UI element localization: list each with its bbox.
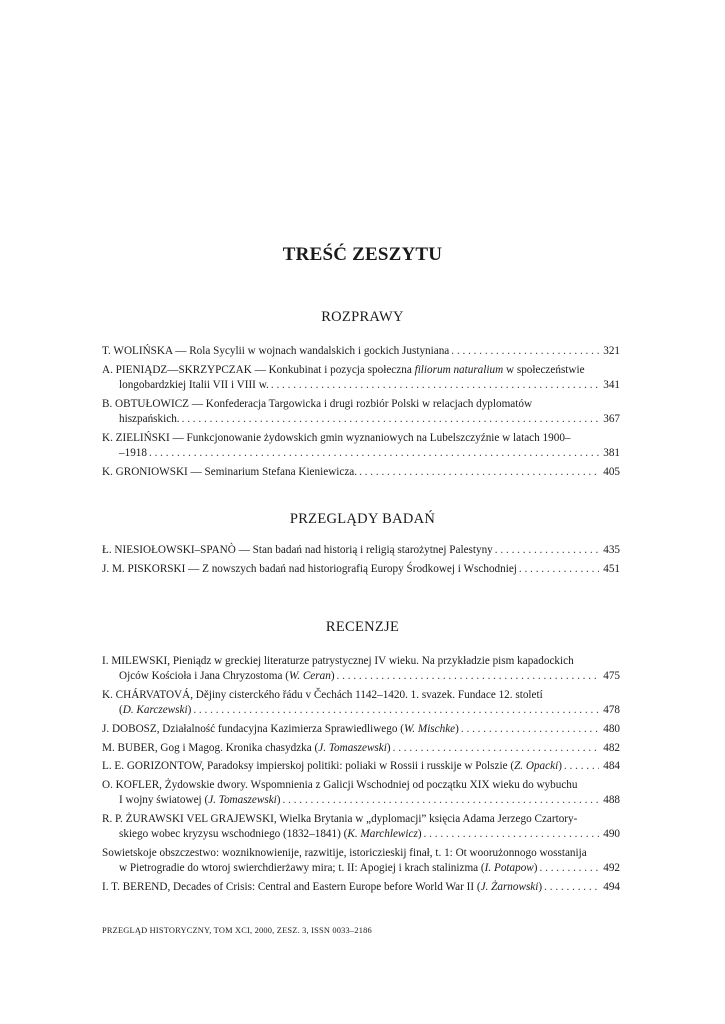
toc-entry [102, 812, 620, 843]
dot-leader [544, 880, 599, 895]
dot-leader [337, 669, 599, 684]
page-number: 492 [603, 862, 620, 875]
journal-footer: PRZEGLĄD HISTORYCZNY, TOM XCI, 2000, ZESZ. 3, ISSN 0033–2186 [102, 926, 372, 935]
reviewer-name: D. Karczewski [122, 704, 188, 717]
entry-text: M. BUBER, Gog i Magog. Kronika chasydzka (J. Tomaszewski) [102, 741, 391, 754]
toc-entry [102, 759, 620, 774]
entry-text-continued: hiszpańskich. [119, 413, 180, 425]
page-number: 367 [603, 413, 620, 425]
reviewer-name: J. Tomaszewski [318, 741, 387, 754]
toc-recenzje [102, 654, 620, 898]
entry-text-continued: (D. Karczewski) [119, 704, 192, 717]
entry-text: L. E. GORIZONTOW, Paradoksy impierskoj politiki: poliaki w Rossii i russkije w Polszie (Z. Opacki) [102, 760, 562, 773]
page-number: 451 [603, 562, 620, 575]
entry-text: J. M. PISKORSKI — Z nowszych badań nad historiografią Europy Środkowej i Wschodniej [102, 562, 517, 575]
dot-leader [393, 741, 599, 756]
dot-leader [519, 562, 599, 577]
toc-entry [102, 363, 620, 394]
dot-leader [424, 827, 599, 842]
dot-leader [193, 703, 599, 718]
dot-leader [359, 465, 599, 480]
entry-text-continued: longobardzkiej Italii VII i VIII w. [119, 379, 269, 391]
toc-entry [102, 722, 620, 737]
dot-leader [149, 446, 599, 461]
toc-entry [102, 688, 620, 719]
toc-entry [102, 543, 620, 558]
section-heading-rozprawy: ROZPRAWY [321, 309, 404, 325]
page-number: 480 [603, 723, 620, 735]
toc-entry [102, 465, 620, 480]
toc-entry [102, 778, 620, 809]
reviewer-name: W. Mischke [403, 723, 456, 735]
toc-entry [102, 741, 620, 756]
toc-przeglady [102, 543, 620, 580]
reviewer-name: Z. Opacki [514, 760, 559, 773]
entry-text: T. WOLIŃSKA — Rola Sycylii w wojnach wandalskich i gockich Justyniana [102, 345, 450, 357]
dot-leader [461, 722, 599, 737]
toc-entry [102, 397, 620, 428]
page-number: 482 [603, 741, 620, 754]
page-number: 484 [603, 760, 620, 773]
toc-entry [102, 431, 620, 462]
entry-text-continued: skiego wobec kryzysu wschodniego (1832–1841) (K. Marchlewicz) [119, 828, 422, 841]
toc-entry [102, 344, 620, 359]
reviewer-name: J. Żarnowski [480, 880, 539, 893]
toc-entry [102, 562, 620, 577]
entry-text: K. CHÁRVATOVÁ, Dějiny cisterckého řádu v Čechách 1142–1420. 1. svazek. Fundace 12. století [102, 689, 543, 701]
entry-text: I. T. BEREND, Decades of Crisis: Central and Eastern Europe before World War II (J. Żarnowski) [102, 880, 543, 893]
reviewer-name: K. Marchlewicz [347, 828, 418, 841]
page-number: 321 [603, 345, 620, 357]
entry-text: B. OBTUŁOWICZ — Konfederacja Targowicka i drugi rozbiór Polski w relacjach dyplomatów [102, 397, 533, 410]
toc-entry [102, 880, 620, 895]
toc-entry [102, 654, 620, 685]
reviewer-name: I. Potapow [484, 862, 534, 875]
entry-text: Ł. NIESIOŁOWSKI–SPANÒ — Stan badań nad historią i religią starożytnej Palestyny [102, 544, 493, 556]
entry-text: I. MILEWSKI, Pieniądz w greckiej literaturze patrystycznej IV wieku. Na przykładzie pism kapadockich [102, 655, 574, 667]
dot-leader [495, 543, 599, 558]
section-heading-przeglady: PRZEGLĄDY BADAŃ [289, 511, 436, 527]
dot-leader [271, 378, 599, 393]
dot-leader [540, 861, 599, 876]
page-number: 490 [603, 828, 620, 841]
page-number: 478 [603, 704, 620, 717]
entry-text: Sowietskoje obszczestwo: wozniknowienije, razwitije, istoriczieskij finał, t. 1: Ot woorużonnogo wosstanija [102, 846, 587, 859]
entry-text: A. PIENIĄDZ—SKRZYPCZAK — Konkubinat i pozycja społeczna filiorum naturalium w społeczeństwie [102, 363, 585, 376]
page-title: TREŚĆ ZESZYTU [282, 244, 443, 265]
entry-text: K. GRONIOWSKI — Seminarium Stefana Kieniewicza. [102, 465, 358, 478]
entry-text: R. P. ŻURAWSKI VEL GRAJEWSKI, Wielka Brytania w „dyplomacji” księcia Adama Jerzego Czartory- [102, 812, 578, 825]
dot-leader [182, 412, 599, 427]
page-number: 475 [603, 670, 620, 683]
section-heading-recenzje: RECENZJE [325, 619, 400, 635]
page-number: 488 [603, 794, 620, 807]
reviewer-name: W. Ceran [288, 670, 331, 683]
page-number: 435 [603, 544, 620, 556]
entry-text-continued: I wojny światowej (J. Tomaszewski) [119, 794, 281, 807]
entry-text-continued: –1918 [119, 447, 147, 459]
entry-text-continued: w Pietrogradie do wtoroj swierchdierżawy mira; t. II: Apogiej i krach stalinizma (I. Potapow) [119, 862, 538, 875]
dot-leader [451, 344, 599, 359]
page-number: 494 [603, 880, 620, 893]
toc-rozprawy [102, 344, 620, 483]
dot-leader [283, 793, 599, 808]
page-number: 405 [603, 465, 620, 478]
entry-text: O. KOFLER, Żydowskie dwory. Wspomnienia z Galicji Wschodniej od początku XIX wieku do wybuchu [102, 778, 578, 791]
page-number: 381 [603, 447, 620, 459]
page-number: 341 [603, 379, 620, 391]
entry-text-continued: Ojców Kościoła i Jana Chryzostoma (W. Ceran) [119, 670, 335, 683]
entry-text: K. ZIELIŃSKI — Funkcjonowanie żydowskich gmin wyznaniowych na Lubelszczyźnie w latach 1900– [102, 431, 571, 444]
reviewer-name: J. Tomaszewski [208, 794, 277, 807]
dot-leader [564, 759, 599, 774]
entry-text: J. DOBOSZ, Działalność fundacyjna Kazimierza Sprawiedliwego (W. Mischke) [102, 723, 459, 735]
toc-entry [102, 846, 620, 877]
